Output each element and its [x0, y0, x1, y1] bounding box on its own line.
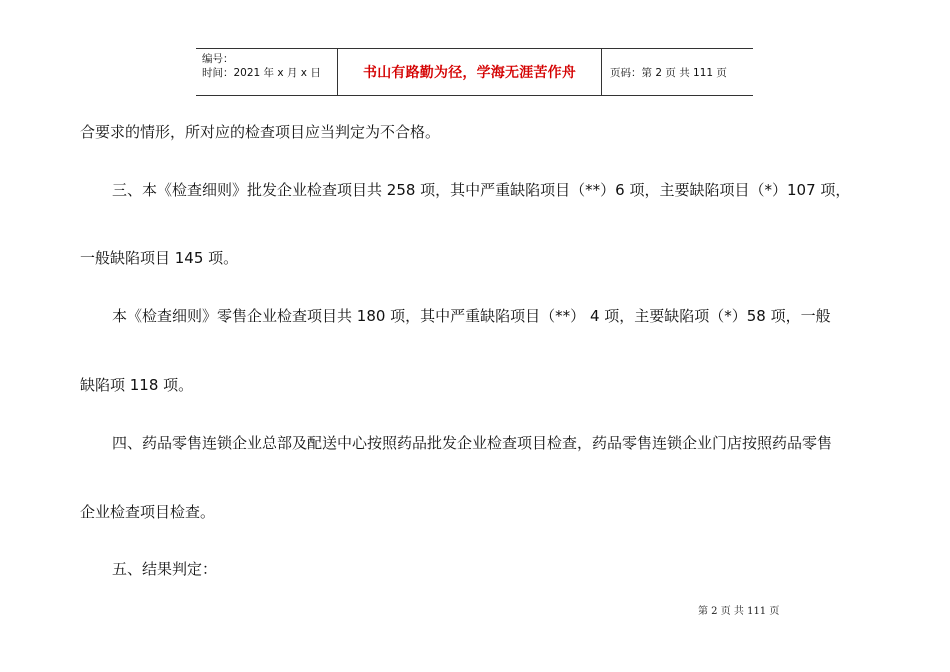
page-footer-number: 第 2 页 共 111 页 [698, 606, 780, 617]
header-meta-cell [196, 49, 338, 95]
body-line-8: 五、结果判定： [112, 560, 218, 578]
header-motto: 书山有路勤为径，学海无涯苦作舟 [363, 65, 576, 81]
header-page-code: 页码：第 2 页 共 111 页 [610, 66, 727, 79]
document-number-label: 编号： [202, 53, 234, 65]
body-line-4: 本《检查细则》零售企业检查项目共 180 项，其中严重缺陷项目（**） 4 项，主要缺陷项（*）58 项，一般 [112, 307, 831, 325]
body-line-7: 企业检查项目检查。 [80, 503, 216, 521]
body-line-6: 四、药品零售连锁企业总部及配送中心按照药品批发企业检查项目检查，药品零售连锁企业门店按照药品零售 [112, 434, 833, 452]
page-header [196, 48, 753, 96]
header-motto-cell [338, 49, 602, 95]
body-line-2: 三、本《检查细则》批发企业检查项目共 258 项，其中严重缺陷项目（**）6 项，主要缺陷项目（*）107 项， [112, 181, 851, 199]
body-line-3: 一般缺陷项目 145 项。 [80, 249, 239, 267]
body-line-1: 合要求的情形，所对应的检查项目应当判定为不合格。 [80, 123, 441, 141]
body-line-5: 缺陷项 118 项。 [80, 376, 194, 394]
document-date-label: 时间：2021 年 x 月 x 日 [202, 67, 321, 79]
header-page-cell [602, 49, 753, 95]
